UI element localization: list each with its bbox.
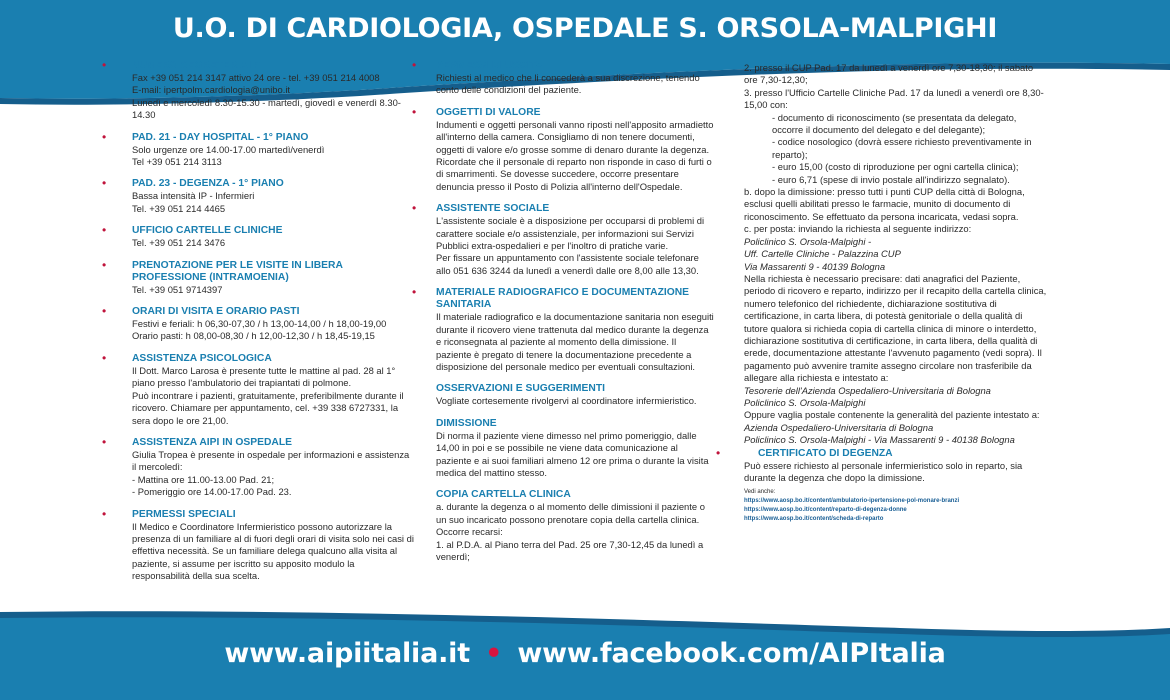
section-certificato — [730, 448, 1048, 525]
section-line: Richiesti al medico che li concederà a sua discrezione, tenendo conto delle condizioni del paziente. — [436, 72, 700, 96]
list-item: - documento di riconoscimento (se presentata da delegato, occorre il documento del delegato e del delegante); — [772, 111, 1017, 136]
section-permessi-uscita — [424, 60, 714, 97]
link-scheda-reparto[interactable]: https://www.aosp.bo.it/content/scheda-di-reparto — [744, 516, 884, 523]
section-title: • PAD. 21 - DAY HOSPITAL - 1° PIANO — [132, 131, 309, 143]
section-title: • ASSISTENZA AIPI IN OSPEDALE — [132, 436, 293, 448]
column-right — [730, 62, 1048, 534]
section-title: • OGGETTI DI VALORE — [436, 106, 541, 118]
section-oggetti-valore — [424, 107, 714, 193]
section-aipi — [116, 437, 414, 499]
list-item: - euro 15,00 (costo di riproduzione per ogni cartella clinica); — [772, 161, 1019, 173]
address-line: Policlinico S. Orsola-Malpighi — [744, 396, 866, 408]
section-line: Indumenti e oggetti personali vanno riposti nell'apposito armadietto all'interno della camera. Consigliamo di non tenere documenti, oggetti di valore e/o grosse somme di denaro durante la degenza. Ricordate che il personale di reparto non risponde in caso di furti o di smarrimenti. Se dovesse succedere, occorre presentare denuncia presso il Posto di Polizia all'interno dell'Ospedale. — [436, 118, 714, 192]
column-middle — [424, 60, 714, 573]
section-psicologica — [116, 353, 414, 427]
section-line: Può essere richiesto al personale infermieristico solo in reparto, sia durante la degenza che dopo la dimissione. — [744, 459, 1023, 483]
address-line: Via Massarenti 9 - 40139 Bologna — [744, 260, 886, 272]
address-line: Uff. Cartelle Cliniche - Palazzina CUP — [744, 248, 901, 260]
section-line: Tel +39 051 214 3113 — [132, 156, 222, 168]
section-line: - Pomeriggio ore 14.00-17.00 Pad. 23. — [132, 486, 292, 498]
section-line: Solo urgenze ore 14.00-17.00 martedì/venerdì — [132, 143, 325, 155]
section-line: L'assistente sociale è a disposizione per occuparsi di problemi di carattere sociale e/o assistenziale, per informazioni sui Servizi Pubblici extra-ospedalieri e per l'inoltro di pratiche varie. — [436, 215, 705, 252]
section-title: • UFFICIO CARTELLE CLINICHE — [132, 225, 283, 237]
header-banner — [0, 0, 1170, 56]
section-line: Di norma il paziente viene dimesso nel primo pomeriggio, dalle 14,00 in poi e se possibile ne viene data comunicazione al paziente e ai suoi familiari almeno 12 ore prima o durante la visita medica del mattino stesso. — [436, 429, 709, 478]
section-assistente-sociale — [424, 203, 714, 277]
section-title: OSSERVAZIONI E SUGGERIMENTI — [436, 383, 605, 395]
section-degenza — [116, 178, 414, 215]
address-line: Azienda Ospedaliero-Universitaria di Bologna — [744, 421, 934, 433]
section-line: Festivi e feriali: h 06,30-07,30 / h 13,00-14,00 / h 18,00-19,00 — [132, 318, 387, 330]
section-line: Occorre recarsi: — [436, 526, 503, 538]
section-line: Giulia Tropea è presente in ospedale per informazioni e assistenza il mercoledì: — [132, 448, 410, 473]
see-also-label: Vedi anche: — [744, 489, 776, 496]
footer-links — [0, 638, 1170, 669]
section-line: a. durante la degenza o al momento delle dimissioni il paziente o un suo incaricato possono prenotare copia della cartella clinica. — [436, 501, 705, 525]
section-materiale-radiografico — [424, 287, 714, 373]
required-docs-list — [744, 112, 1048, 186]
section-line: Il Dott. Marco Larosa è presente tutte le mattine al pad. 28 al 1° piano presso l'ambulatorio dei trapiantati di polmone. — [132, 364, 396, 389]
section-title: • CERTIFICATO DI DEGENZA — [758, 447, 893, 459]
cartella-step-2: 2. presso il CUP Pad. 17 da lunedì a venerdì ore 7,30-18,30; il sabato ore 7,30-12,30; — [744, 62, 1034, 86]
section-title: • NUMERO SEGRETERIA IP — [132, 60, 260, 71]
list-item: - euro 6,71 (spese di invio postale all'indirizzo segnalato). — [772, 173, 1010, 185]
section-line: Orario pasti: h 08,00-08,30 / h 12,00-12,30 / h 18,45-19,15 — [132, 330, 375, 342]
address-line: Policlinico S. Orsola-Malpighi - — [744, 235, 872, 247]
email-line: E-mail: ipertpolm.cardiologia@unibo.it — [132, 84, 291, 96]
section-title: • MATERIALE RADIOGRAFICO E DOCUMENTAZIONE SANITARIA — [436, 287, 690, 311]
cartella-dopo-dimissione: b. dopo la dimissione: presso tutti i punti CUP della città di Bologna, esclusi quelli abilitati presso le farmacie, munito di documento di riconoscimento. Se effettuato da persona incaricata, vedasi sopra. — [744, 186, 1025, 222]
section-title: • PRENOTAZIONE PER LE VISITE IN LIBERA PROFESSIONE (INTRAMOENIA) — [132, 259, 343, 283]
section-dimissione — [424, 418, 714, 480]
link-reparto-degenza[interactable]: https://www.aosp.bo.it/content/reparto-di-degenza-donne — [744, 507, 907, 514]
list-item: - codice nosologico (dovrà essere richiesto preventivamente in reparto); — [772, 136, 1032, 160]
section-title: • ASSISTENTE SOCIALE — [436, 203, 550, 215]
address-line: Policlinico S. Orsola-Malpighi - Via Massarenti 9 - 40138 Bologna — [744, 434, 1015, 446]
column-left — [116, 60, 414, 593]
facebook-link[interactable]: www.facebook.com/AIPItalia — [517, 638, 946, 669]
footer-separator: • — [485, 638, 503, 669]
section-line: - Mattina ore 11.00-13.00 Pad. 21; — [132, 473, 275, 485]
richiesta-paragraph: Nella richiesta è necessario precisare: dati anagrafici del Paziente, periodo di ricovero e reparto, indirizzo per il recapito della cartella clinica, numero telefonico del richiedente, dichiarazione sostitutiva di certificazione, in carta libera, di potestà genitoriale o della qualità di tutore qualora si richieda copia di cartella clinica di minore o interdetto, dichiarazione sostitutiva di certificazione, in carta libera, della qualità di erede, documentazione attestante l'avvenuto pagamento (vedi sopra). Il pagamento può avvenire tramite assegno circolare non trasferibile da allegare alla richiesta e intestato a: — [744, 272, 1047, 384]
section-title: COPIA CARTELLA CLINICA — [436, 489, 571, 501]
section-line: Tel. +39 051 214 4465 — [132, 202, 226, 214]
section-copia-cartella — [424, 489, 714, 563]
section-title: • ASSISTENZA PSICOLOGICA — [132, 352, 272, 364]
section-title: • PERMESSI DI USCITA — [436, 60, 543, 71]
vaglia-paragraph: Oppure vaglia postale contenente la generalità del paziente intestato a: — [744, 409, 1040, 421]
section-line: Lunedì e mercoledì 8.30-15.30 - martedì, giovedì e venerdì 8.30-14.30 — [132, 96, 401, 121]
address-line: Tesorerie dell'Azienda Ospedaliero-Universitaria di Bologna — [744, 384, 991, 396]
section-permessi-speciali — [116, 509, 414, 583]
section-osservazioni — [424, 383, 714, 407]
page-title: U.O. DI CARDIOLOGIA, OSPEDALE S. ORSOLA-MALPIGHI — [172, 12, 998, 44]
section-line: Tel. +39 051 9714397 — [132, 283, 223, 295]
cartella-per-posta: c. per posta: inviando la richiesta al seguente indirizzo: — [744, 223, 972, 235]
section-title: • PERMESSI SPECIALI — [132, 508, 236, 520]
section-prenotazione — [116, 260, 414, 296]
section-line: Bassa intensità IP - Infermieri — [132, 190, 255, 202]
section-orari — [116, 306, 414, 343]
site-link[interactable]: www.aipiitalia.it — [224, 638, 470, 669]
section-day-hospital — [116, 132, 414, 169]
cartella-step-3: 3. presso l'Ufficio Cartelle Cliniche Pad. 17 da lunedì a venerdì ore 8,30-15,00 con: — [744, 86, 1044, 111]
section-line: Vogliate cortesemente rivolgervi al coordinatore infermieristico. — [436, 395, 697, 407]
section-line: Il materiale radiografico e la documentazione sanitaria non eseguiti durante il ricovero viene trattenuta dal medico durante la degenza e riconsegnata al paziente al momento della dimissione. Il paziente è pregato di tenere la documentazione precedente a disposizione del personale medico per eventuali consultazioni. — [436, 311, 714, 372]
section-line: Il Medico e Coordinatore Infermieristico possono autorizzare la presenza di un familiare al di fuori degli orari di visita solo nei casi di effettiva necessità. Se un familiare delega qualcuno alla visita al paziente, si assume per iscritto su apposito modulo la responsabilità della sua scelta. — [132, 520, 414, 582]
link-ambulatorio[interactable]: https://www.aosp.bo.it/content/ambulatorio-ipertensione-pol-monare-branzi — [744, 498, 960, 505]
section-line: 1. al P.D.A. al Piano terra del Pad. 25 ore 7,30-12,45 da lunedì a venerdì; — [436, 538, 704, 562]
section-line: Fax +39 051 214 3147 attivo 24 ore - tel. +39 051 214 4008 — [132, 72, 380, 83]
section-line: Può incontrare i pazienti, gratuitamente, preferibilmente durante il ricovero. Chiamare per appuntamento, cel. +39 338 6727331, la sera dopo le ore 21,00. — [132, 389, 404, 426]
section-line: Per fissare un appuntamento con l'assistente sociale telefonare allo 051 636 3244 da lunedì a venerdì dalle ore 8,00 alle 13,30. — [436, 252, 699, 276]
section-cartelle — [116, 225, 414, 249]
section-segreteria — [116, 60, 414, 122]
section-title: • PAD. 23 - DEGENZA - 1° PIANO — [132, 178, 284, 190]
section-title: DIMISSIONE — [436, 417, 497, 429]
section-line: Tel. +39 051 214 3476 — [132, 237, 226, 249]
section-title: • ORARI DI VISITA E ORARIO PASTI — [132, 306, 300, 318]
